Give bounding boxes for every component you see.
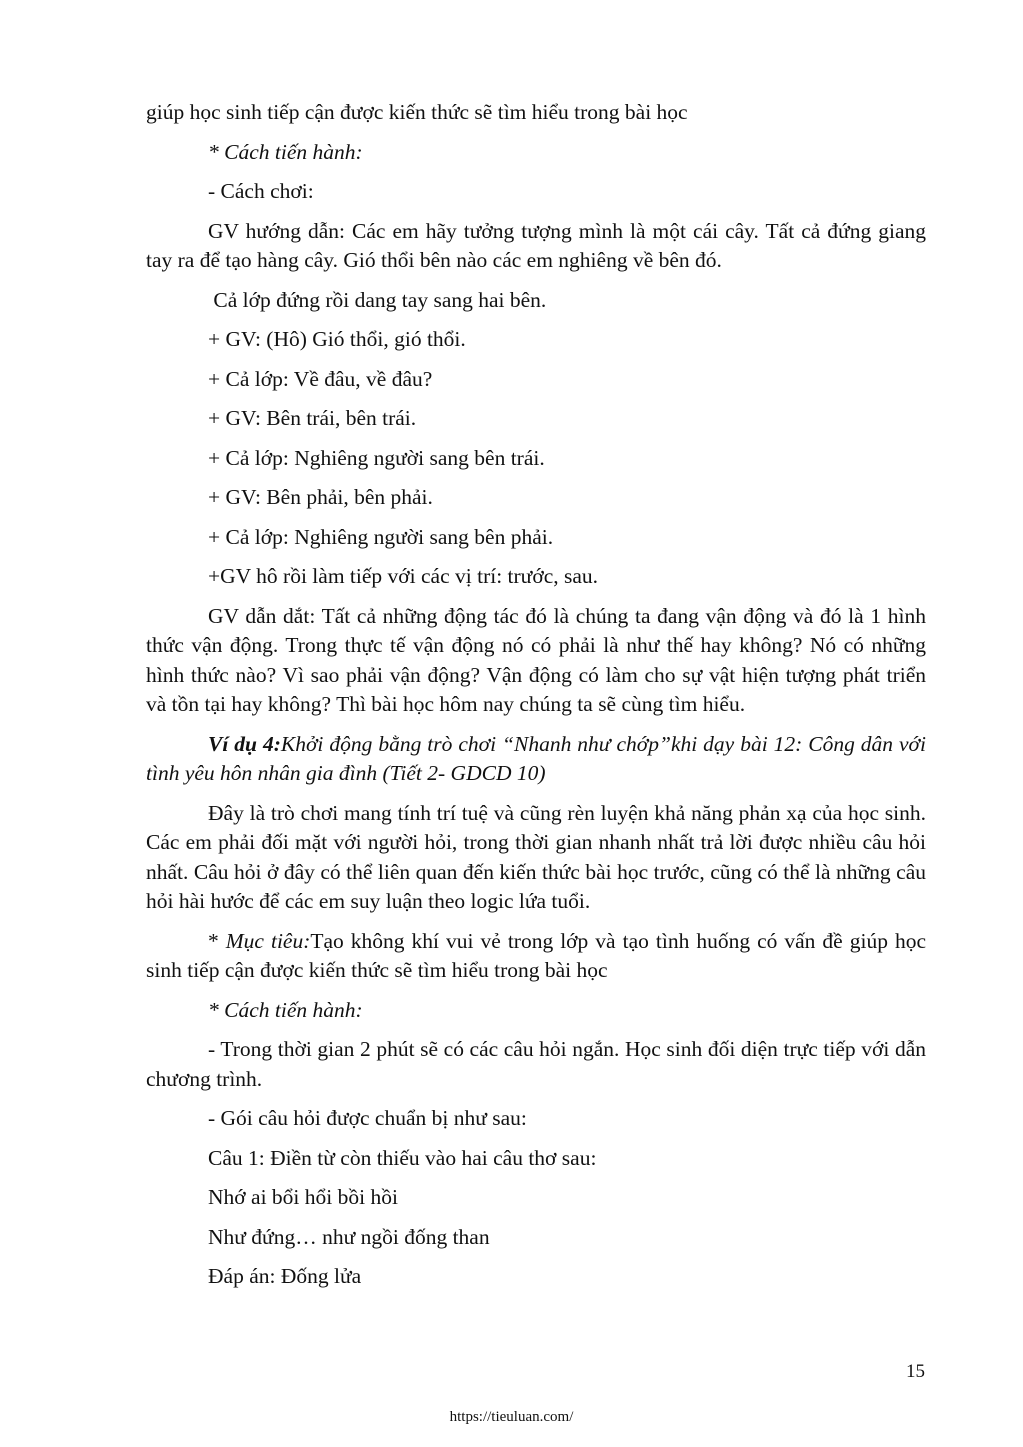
paragraph: giúp học sinh tiếp cận được kiến thức sẽ tìm hiểu trong bài học: [146, 100, 688, 124]
page-body: [146, 98, 926, 1302]
objective-paragraph: [146, 927, 926, 986]
paragraph: Đây là trò chơi mang tính trí tuệ và cũng rèn luyện khả năng phản xạ của học sinh. Các em phải đối mặt với người hỏi, trong thời gian nhanh nhất trả lời được nhiều câu hỏi nhất. Câu hỏi ở đây có thể liên quan đến kiến thức bài học trước, cũng có thể là những câu hỏi hài hước để các em suy luận theo logic lứa tuổi.: [146, 800, 926, 913]
question-text: Câu 1: Điền từ còn thiếu vào hai câu thơ sau:: [208, 1145, 597, 1170]
poem-line: Như đứng… như ngồi đống than: [208, 1224, 490, 1249]
paragraph: GV hướng dẫn: Các em hãy tưởng tượng mình là một cái cây. Tất cả đứng giang tay ra để tạo hàng cây. Gió thổi bên nào các em nghiêng về bên đó.: [146, 218, 926, 272]
example-title: Khởi động bằng trò chơi “Nhanh như chớp”khi dạy bài 12: Công dân với tình yêu hôn nhân gia đình (Tiết 2- GDCD 10): [146, 731, 926, 785]
footer-url[interactable]: https://tieuluan.com/: [449, 1409, 574, 1425]
list-item: + Cả lớp: Về đâu, về đâu?: [208, 366, 433, 391]
list-item: + Cả lớp: Nghiêng người sang bên phải.: [208, 524, 554, 549]
objective-prefix: *: [208, 928, 226, 953]
page-number: 15: [906, 1361, 925, 1382]
list-item: +GV hô rồi làm tiếp với các vị trí: trước, sau.: [208, 564, 599, 588]
paragraph: - Cách chơi:: [208, 179, 314, 203]
section-heading: * Cách tiến hành:: [208, 139, 363, 164]
paragraph: GV dẫn dắt: Tất cả những động tác đó là chúng ta đang vận động và đó là 1 hình thức vận động. Trong thực tế vận động nó có phải là như thế hay không? Nó có những hình thức nào? Vì sao phải vận động? Vận động có làm cho sự vật hiện tượng phát triển và tồn tại hay không? Thì bài học hôm nay chúng ta sẽ cùng tìm hiểu.: [146, 603, 926, 716]
paragraph: - Gói câu hỏi được chuẩn bị như sau:: [208, 1106, 527, 1130]
section-heading: * Cách tiến hành:: [208, 997, 363, 1022]
list-item: + GV: Bên trái, bên trái.: [208, 406, 417, 430]
paragraph: Cả lớp đứng rồi dang tay sang hai bên.: [208, 287, 547, 312]
example-label: Ví dụ 4:: [208, 731, 281, 756]
list-item: + Cả lớp: Nghiêng người sang bên trái.: [208, 445, 545, 470]
objective-text: Tạo không khí vui vẻ trong lớp và tạo tình huống có vấn đề giúp học sinh tiếp cận được kiến thức sẽ tìm hiểu trong bài học: [146, 928, 926, 982]
list-item: + GV: (Hô) Gió thổi, gió thổi.: [208, 327, 466, 351]
poem-line: Nhớ ai bổi hổi bồi hồi: [208, 1185, 398, 1209]
answer-text: Đáp án: Đống lửa: [208, 1264, 362, 1288]
objective-label: Mục tiêu:: [225, 928, 311, 953]
example-heading: [146, 730, 926, 789]
paragraph: - Trong thời gian 2 phút sẽ có các câu hỏi ngắn. Học sinh đối diện trực tiếp với dẫn chương trình.: [146, 1037, 926, 1091]
list-item: + GV: Bên phải, bên phải.: [208, 485, 433, 509]
